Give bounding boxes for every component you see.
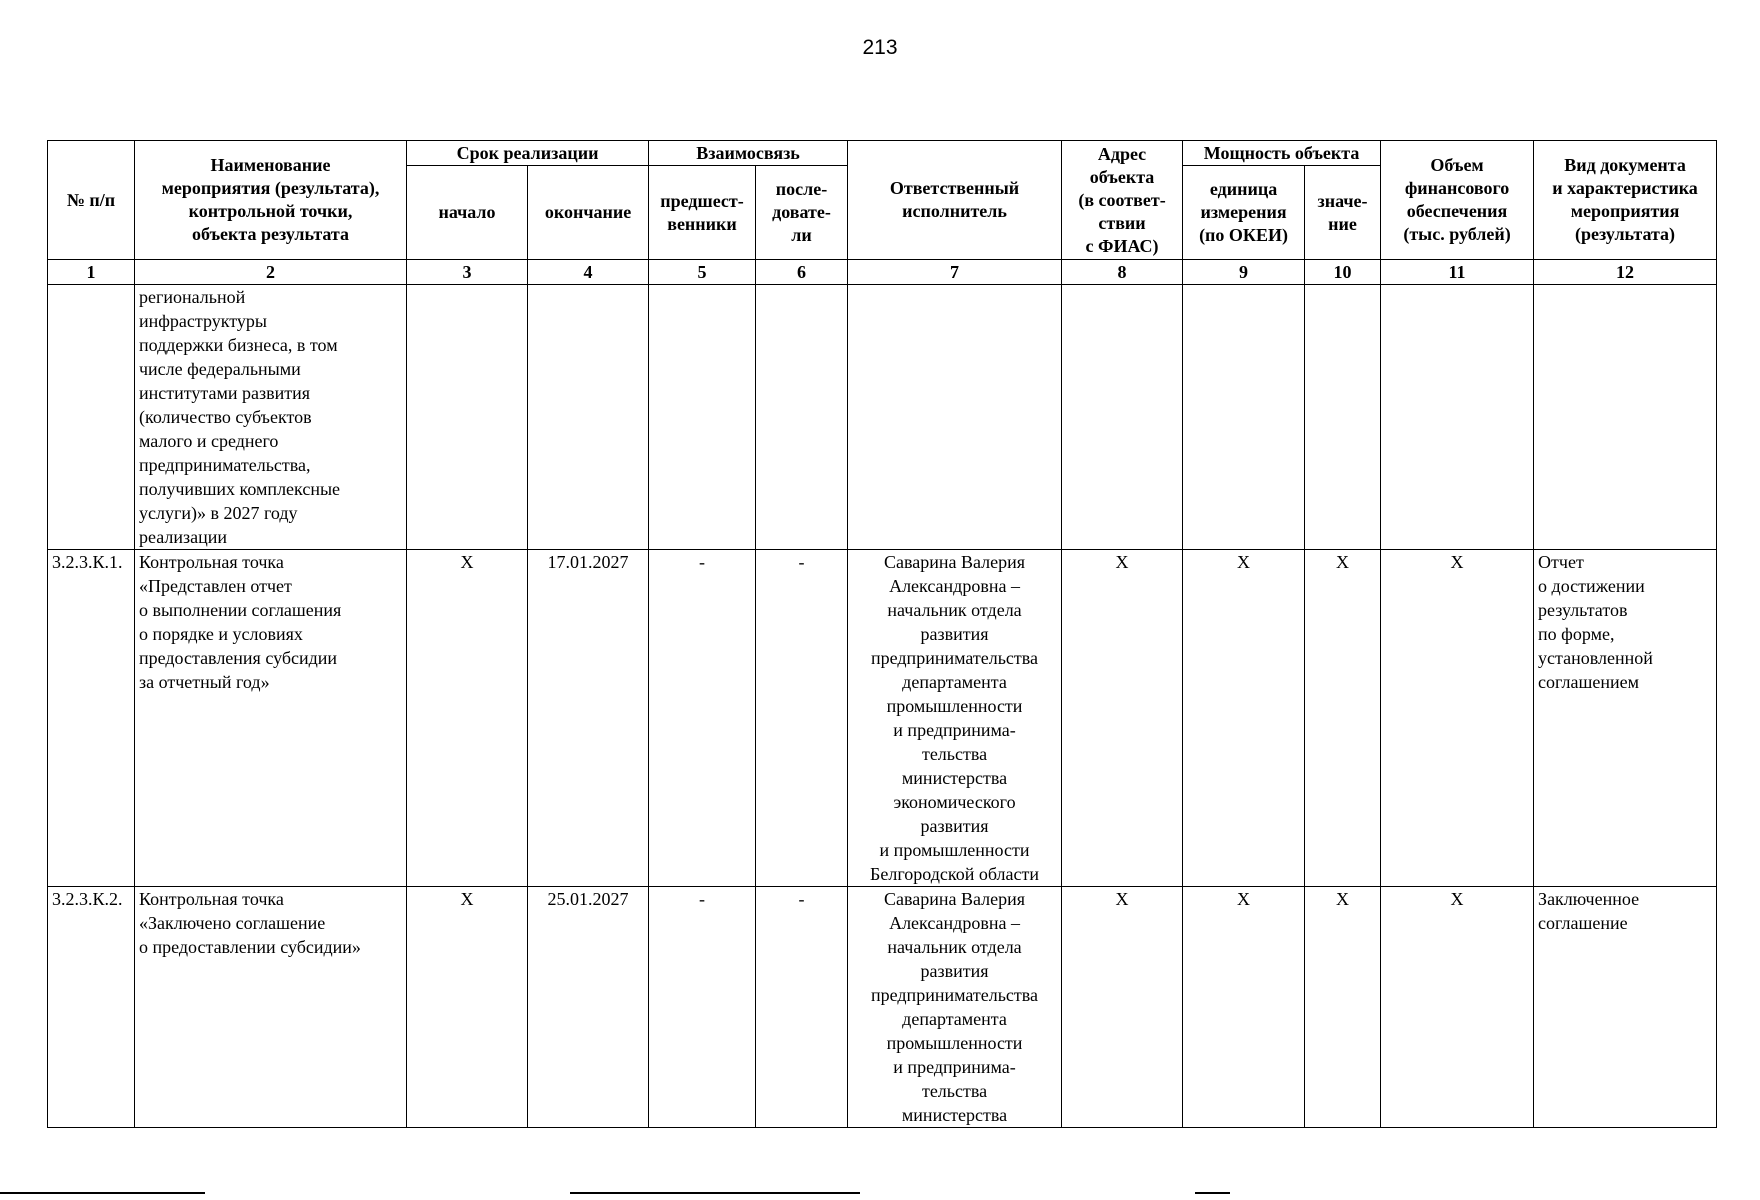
row-responsible: Саварина Валерия Александровна – начальник отдела развития предпринимательства департамента промышленности и предпринима- тельства министерства экономического развития и промышленности Белгородской области (848, 550, 1062, 887)
column-number: 10 (1305, 260, 1381, 285)
row-next (756, 285, 848, 550)
header-row-groups (48, 141, 1717, 166)
header-group-link: Взаимосвязь (649, 141, 848, 166)
header-group-capacity: Мощность объекта (1183, 141, 1381, 166)
row-address: X (1062, 550, 1183, 887)
row-value: X (1305, 550, 1381, 887)
column-number: 2 (135, 260, 407, 285)
row-name: региональной инфраструктуры поддержки бизнеса, в том числе федеральными институтами развития (количество субъектов малого и среднего предпринимательства, получивших комплексные услуги)» в 2027 году реализации (135, 285, 407, 550)
row-next: - (756, 550, 848, 887)
footer-rule (0, 1192, 205, 1194)
row-prev: - (649, 550, 756, 887)
header-next: после- довате- ли (756, 166, 848, 260)
row-responsible (848, 285, 1062, 550)
column-number: 5 (649, 260, 756, 285)
row-doc (1534, 285, 1717, 550)
row-number: 3.2.3.К.2. (48, 887, 135, 1128)
row-finance (1381, 285, 1534, 550)
row-start: X (407, 887, 528, 1128)
column-numbers-row (48, 260, 1717, 285)
row-prev (649, 285, 756, 550)
column-number: 8 (1062, 260, 1183, 285)
row-end (528, 285, 649, 550)
row-next: - (756, 887, 848, 1128)
row-unit: X (1183, 550, 1305, 887)
row-finance: X (1381, 887, 1534, 1128)
column-number: 12 (1534, 260, 1717, 285)
row-doc: Заключенное соглашение (1534, 887, 1717, 1128)
header-finance: Объем финансового обеспечения (тыс. рублей) (1381, 141, 1534, 260)
header-unit: единица измерения (по ОКЕИ) (1183, 166, 1305, 260)
header-start: начало (407, 166, 528, 260)
header-doc: Вид документа и характеристика мероприятия (результата) (1534, 141, 1717, 260)
header-address: Адрес объекта (в соответ- ствии с ФИАС) (1062, 141, 1183, 260)
row-doc: Отчет о достижении результатов по форме, установленной соглашением (1534, 550, 1717, 887)
footer-rule (1195, 1192, 1230, 1194)
table-row (48, 550, 1717, 887)
column-number: 4 (528, 260, 649, 285)
row-name: Контрольная точка «Заключено соглашение о предоставлении субсидии» (135, 887, 407, 1128)
row-end: 17.01.2027 (528, 550, 649, 887)
header-group-term: Срок реализации (407, 141, 649, 166)
row-value: X (1305, 887, 1381, 1128)
header-responsible: Ответственный исполнитель (848, 141, 1062, 260)
row-responsible: Саварина Валерия Александровна – начальник отдела развития предпринимательства департамента промышленности и предпринима- тельства министерства (848, 887, 1062, 1128)
header-end: окончание (528, 166, 649, 260)
row-prev: - (649, 887, 756, 1128)
row-finance: X (1381, 550, 1534, 887)
header-num: № п/п (48, 141, 135, 260)
column-number: 1 (48, 260, 135, 285)
row-end: 25.01.2027 (528, 887, 649, 1128)
page-number: 213 (862, 36, 898, 59)
row-start (407, 285, 528, 550)
table-row (48, 887, 1717, 1128)
plan-table (47, 140, 1717, 1128)
row-value (1305, 285, 1381, 550)
header-value: значе- ние (1305, 166, 1381, 260)
row-number (48, 285, 135, 550)
column-number: 7 (848, 260, 1062, 285)
row-number: 3.2.3.К.1. (48, 550, 135, 887)
table-row (48, 285, 1717, 550)
row-unit (1183, 285, 1305, 550)
footer-rule (570, 1192, 860, 1194)
row-start: X (407, 550, 528, 887)
row-name: Контрольная точка «Представлен отчет о выполнении соглашения о порядке и условиях предоставления субсидии за отчетный год» (135, 550, 407, 887)
column-number: 6 (756, 260, 848, 285)
row-address (1062, 285, 1183, 550)
header-name: Наименование мероприятия (результата), контрольной точки, объекта результата (135, 141, 407, 260)
row-unit: X (1183, 887, 1305, 1128)
header-prev: предшест- венники (649, 166, 756, 260)
column-number: 9 (1183, 260, 1305, 285)
column-number: 3 (407, 260, 528, 285)
column-number: 11 (1381, 260, 1534, 285)
row-address: X (1062, 887, 1183, 1128)
